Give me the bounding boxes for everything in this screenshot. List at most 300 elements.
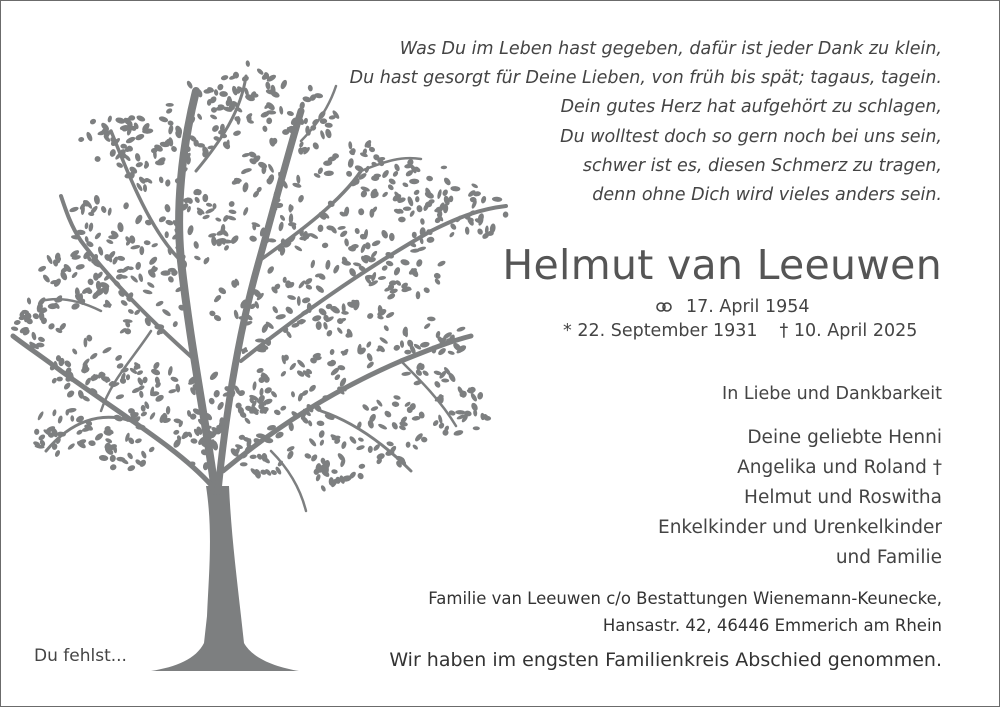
- leaf: [167, 275, 175, 283]
- leaf: [71, 348, 78, 356]
- leaf: [423, 322, 431, 330]
- leaf: [190, 438, 198, 444]
- leaf: [316, 420, 324, 426]
- leaf: [94, 432, 105, 442]
- leaf: [279, 106, 284, 115]
- leaf: [166, 103, 174, 107]
- leaf: [165, 231, 169, 238]
- birth-date: * 22. September 1931: [563, 321, 758, 341]
- leaf: [57, 415, 63, 424]
- leaf: [266, 265, 275, 275]
- leaf: [13, 319, 21, 325]
- leaf: [455, 410, 465, 415]
- leaf: [256, 67, 265, 76]
- leaf: [318, 430, 326, 439]
- leaf: [208, 370, 219, 381]
- leaf: [356, 472, 365, 481]
- leaf: [304, 452, 312, 459]
- leaf: [273, 409, 281, 417]
- leaf: [99, 455, 109, 462]
- leaf: [412, 444, 419, 451]
- leaf: [381, 264, 389, 272]
- leaf: [84, 222, 89, 229]
- leaf: [502, 211, 508, 218]
- leaf: [307, 84, 313, 91]
- leaf: [348, 435, 357, 445]
- leaf: [94, 232, 102, 241]
- leaf: [172, 320, 179, 328]
- leaf: [142, 289, 153, 295]
- leaf: [51, 377, 58, 384]
- leaf: [93, 194, 100, 205]
- leaf: [109, 454, 116, 462]
- mourner: Angelika und Roland †: [737, 457, 942, 478]
- leaf: [267, 163, 275, 173]
- leaf: [356, 444, 366, 451]
- leaf: [242, 182, 250, 193]
- leaf: [63, 359, 72, 368]
- closing-phrase: In Liebe und Dankbarkeit: [722, 384, 942, 404]
- leaf: [125, 136, 136, 145]
- leaf: [366, 360, 375, 369]
- leaf: [193, 255, 201, 261]
- leaf: [80, 366, 90, 375]
- leaf: [299, 228, 304, 237]
- leaf: [286, 110, 294, 117]
- leaf: [100, 205, 107, 214]
- leaf: [280, 405, 288, 412]
- leaf: [340, 441, 347, 450]
- leaf: [192, 188, 201, 197]
- leaf: [89, 118, 97, 126]
- leaf: [134, 437, 142, 444]
- leaf: [215, 217, 222, 223]
- leaf: [52, 409, 57, 417]
- leaf: [158, 176, 164, 183]
- leaf: [289, 213, 294, 224]
- leaf: [69, 206, 80, 213]
- leaf: [308, 384, 317, 393]
- leaf: [297, 296, 301, 306]
- leaf: [170, 376, 179, 383]
- leaf: [325, 329, 333, 337]
- leaf: [47, 322, 56, 331]
- leaf: [244, 417, 252, 425]
- leaf: [228, 200, 236, 208]
- leaf: [70, 415, 74, 422]
- leaf: [378, 275, 387, 280]
- leaf: [221, 140, 231, 150]
- leaf: [42, 273, 52, 283]
- leaf: [217, 286, 227, 296]
- leaf: [223, 244, 230, 251]
- leaf: [470, 392, 479, 402]
- leaf: [400, 258, 411, 266]
- poem-line: denn ohne Dich wird vieles anders sein.: [592, 185, 942, 206]
- leaf: [278, 221, 285, 231]
- leaf: [85, 131, 93, 142]
- leaf: [358, 463, 365, 469]
- leaf: [164, 203, 172, 213]
- leaf: [365, 341, 372, 349]
- leaf: [220, 74, 229, 81]
- leaf: [367, 446, 373, 454]
- leaf: [127, 308, 134, 315]
- leaf: [325, 123, 333, 128]
- leaf: [114, 354, 123, 362]
- leaf: [173, 429, 180, 436]
- leaf: [136, 369, 144, 375]
- leaf: [383, 324, 390, 332]
- leaf: [208, 397, 216, 405]
- leaf: [240, 462, 248, 466]
- leaf: [250, 454, 257, 459]
- leaf: [398, 217, 406, 223]
- leaf: [280, 370, 287, 377]
- leaf: [324, 170, 335, 176]
- leaf: [477, 391, 484, 400]
- leaf: [310, 259, 316, 268]
- leaf: [433, 272, 441, 280]
- leaf: [259, 388, 264, 397]
- leaf: [135, 161, 143, 168]
- leaf: [337, 225, 346, 230]
- leaf: [213, 203, 217, 209]
- leaf: [140, 450, 147, 459]
- leaf: [165, 219, 174, 226]
- leaf: [320, 484, 327, 492]
- leaf: [416, 291, 421, 299]
- address-line-1: Familie van Leeuwen c/o Bestattungen Wienemann-Keunecke,: [428, 589, 942, 608]
- leaf: [56, 376, 63, 381]
- leaf: [286, 450, 295, 460]
- leaf: [130, 244, 141, 250]
- leaf: [332, 264, 341, 275]
- leaf: [102, 346, 113, 355]
- leaf: [63, 381, 72, 390]
- leaf: [109, 148, 117, 157]
- leaf: [135, 424, 145, 429]
- leaf: [296, 359, 306, 369]
- deceased-name: Helmut van Leeuwen: [502, 241, 942, 289]
- leaf: [311, 314, 322, 322]
- leaf: [37, 265, 47, 273]
- leaf: [316, 321, 322, 330]
- leaf: [94, 156, 101, 163]
- leaf: [312, 141, 320, 150]
- leaf: [465, 226, 470, 235]
- leaf: [287, 204, 294, 212]
- leaf: [245, 60, 250, 67]
- life-dates: [563, 321, 917, 341]
- leaf: [361, 403, 370, 412]
- leaf: [279, 79, 288, 90]
- leaf: [473, 426, 480, 430]
- leaf: [317, 224, 323, 232]
- leaf: [37, 336, 46, 343]
- farewell-note: Wir haben im engsten Familienkreis Abschied genommen.: [389, 649, 942, 671]
- mourner: Helmut und Roswitha: [744, 487, 942, 508]
- leaf: [252, 381, 257, 391]
- mourners-list: [658, 423, 942, 573]
- leaf: [148, 446, 156, 454]
- leaf: [202, 194, 208, 202]
- leaf: [71, 271, 79, 279]
- leaf: [366, 312, 374, 320]
- leaf: [470, 402, 479, 412]
- leaf: [166, 406, 171, 415]
- leaf: [419, 341, 430, 348]
- leaf: [329, 349, 335, 356]
- leaf: [377, 423, 387, 431]
- leaf: [136, 114, 147, 122]
- leaf: [366, 352, 374, 362]
- leaf: [109, 463, 118, 471]
- leaf: [296, 175, 301, 184]
- leaf: [409, 210, 416, 218]
- leaf: [151, 242, 159, 248]
- leaf: [339, 229, 349, 238]
- leaf: [87, 278, 95, 287]
- poem-line: Du wolltest doch so gern noch bei uns sein,: [560, 126, 942, 147]
- leaf: [129, 274, 138, 283]
- contact-address: [428, 585, 942, 639]
- leaf: [412, 232, 417, 238]
- leaf: [89, 352, 99, 361]
- leaf: [115, 116, 126, 124]
- leaf: [88, 222, 94, 232]
- leaf: [357, 437, 364, 443]
- leaf: [107, 115, 113, 123]
- leaf: [115, 393, 125, 400]
- leaf: [322, 242, 329, 248]
- leaf: [262, 125, 268, 132]
- leaf: [158, 115, 169, 123]
- leaf: [216, 83, 224, 92]
- leaf: [11, 326, 19, 332]
- leaf: [242, 206, 249, 216]
- leaf: [288, 362, 297, 371]
- leaf: [275, 313, 286, 320]
- leaf: [228, 209, 237, 215]
- leaf: [194, 196, 201, 204]
- leaf: [432, 419, 440, 427]
- leaf: [134, 133, 145, 142]
- leaf: [393, 344, 401, 352]
- leaf: [393, 266, 402, 276]
- mourner: Deine geliebte Henni: [747, 427, 942, 448]
- leaf: [127, 464, 137, 472]
- leaf: [371, 239, 381, 247]
- leaf: [186, 225, 194, 236]
- marriage-date-row: [656, 297, 810, 317]
- leaf: [219, 91, 228, 97]
- wedding-rings-icon: [656, 301, 672, 313]
- leaf: [284, 305, 294, 315]
- leaf: [297, 194, 305, 203]
- leaf: [323, 322, 329, 331]
- leaf: [453, 429, 464, 436]
- leaf: [196, 113, 203, 121]
- mourner: Enkelkinder und Urenkelkinder: [658, 517, 942, 538]
- leaf: [155, 300, 164, 308]
- leaf: [75, 263, 85, 270]
- leaf: [389, 233, 395, 241]
- leaf: [401, 371, 411, 376]
- leaf: [229, 234, 240, 245]
- poem-line: schwer ist es, diesen Schmerz zu tragen,: [582, 155, 942, 176]
- leaf: [88, 440, 96, 447]
- leaf: [139, 390, 144, 398]
- leaf: [427, 316, 436, 321]
- leaf: [317, 167, 324, 175]
- leaf: [154, 324, 164, 330]
- marriage-date: 17. April 1954: [686, 297, 810, 317]
- leaf: [213, 89, 218, 96]
- leaf: [206, 202, 213, 207]
- leaf: [146, 281, 155, 289]
- leaf: [415, 258, 423, 267]
- leaf: [266, 117, 272, 124]
- leaf: [294, 244, 303, 252]
- leaf: [287, 294, 297, 301]
- leaf: [447, 350, 455, 356]
- leaf: [161, 308, 172, 318]
- leaf: [143, 184, 148, 192]
- leaf: [213, 389, 221, 398]
- leaf: [449, 231, 456, 238]
- leaf: [310, 453, 319, 462]
- leaf: [290, 391, 295, 398]
- leaf: [279, 214, 286, 222]
- leaf: [31, 331, 37, 340]
- leaf: [297, 279, 306, 289]
- mourner: und Familie: [835, 547, 942, 568]
- leaf: [393, 394, 401, 400]
- leaf: [319, 439, 325, 446]
- leaf: [314, 284, 325, 294]
- leaf: [255, 339, 265, 343]
- leaf: [160, 270, 170, 276]
- leaf: [476, 228, 484, 236]
- leaf: [123, 202, 130, 210]
- leaf: [193, 241, 200, 250]
- leaf: [165, 107, 173, 114]
- address-line-2: Hansastr. 42, 46446 Emmerich am Rhein: [602, 616, 942, 635]
- leaf: [400, 340, 405, 348]
- leaf: [405, 441, 410, 448]
- leaf: [144, 240, 151, 246]
- leaf: [344, 238, 350, 247]
- leaf: [383, 409, 392, 418]
- leaf: [386, 292, 396, 301]
- leaf: [422, 369, 430, 377]
- leaf: [391, 401, 399, 408]
- leaf: [341, 311, 349, 315]
- leaf: [148, 255, 159, 266]
- leaf: [139, 246, 144, 255]
- leaf: [149, 411, 157, 420]
- leaf: [265, 81, 271, 90]
- leaf: [167, 366, 173, 376]
- leaf: [292, 182, 302, 189]
- leaf: [107, 207, 112, 216]
- leaf: [115, 273, 124, 280]
- poem-line: Dein gutes Herz hat aufgehört zu schlagen,: [560, 97, 942, 118]
- leaf: [126, 452, 134, 460]
- leaf: [365, 242, 371, 250]
- leaf: [46, 254, 54, 265]
- leaf: [165, 179, 171, 187]
- leaf: [354, 227, 361, 234]
- poem-line: Was Du im Leben hast gegeben, dafür ist jeder Dank zu klein,: [399, 39, 942, 59]
- leaf: [134, 153, 141, 163]
- leaf: [437, 260, 447, 268]
- leaf: [271, 305, 279, 314]
- leaf: [298, 141, 304, 148]
- leaf: [126, 374, 131, 380]
- leaf: [375, 399, 383, 408]
- leaf: [209, 114, 217, 121]
- leaf: [34, 428, 40, 435]
- leaf: [433, 380, 441, 389]
- leaf: [140, 411, 148, 418]
- leaf: [249, 235, 258, 243]
- poem-line: Du hast gesorgt für Deine Lieben, von früh bis spät; tagaus, tagein.: [349, 68, 942, 89]
- leaf: [134, 214, 144, 226]
- leaf: [336, 326, 344, 334]
- leaf: [385, 311, 395, 319]
- leaf: [380, 229, 389, 240]
- leaf: [391, 421, 399, 431]
- leaf: [168, 388, 177, 394]
- leaf: [138, 273, 144, 283]
- leaf: [241, 75, 250, 83]
- leaf: [117, 255, 126, 261]
- leaf: [202, 214, 210, 220]
- leaf: [37, 411, 45, 421]
- leaf: [422, 286, 430, 294]
- leaf: [168, 125, 174, 135]
- leaf: [106, 238, 114, 245]
- leaf: [135, 261, 142, 270]
- leaf: [441, 378, 449, 382]
- poem: [350, 35, 942, 210]
- leaf: [66, 389, 76, 399]
- leaf: [325, 259, 331, 270]
- leaf: [117, 222, 125, 233]
- tree-caption: Du fehlst...: [34, 646, 127, 666]
- leaf: [426, 236, 435, 243]
- leaf: [379, 336, 389, 345]
- leaf: [232, 130, 241, 137]
- leaf: [370, 405, 379, 412]
- death-date: † 10. April 2025: [779, 321, 918, 341]
- leaf: [97, 246, 104, 256]
- leaf: [456, 326, 466, 333]
- leaf: [93, 273, 99, 281]
- leaf: [404, 350, 411, 355]
- leaf: [186, 80, 194, 90]
- leaf: [386, 441, 394, 447]
- leaf: [67, 442, 76, 450]
- leaf: [324, 128, 332, 139]
- leaf: [78, 136, 85, 142]
- leaf: [216, 401, 225, 411]
- leaf: [54, 449, 61, 457]
- leaf: [319, 130, 326, 140]
- leaf: [420, 218, 426, 225]
